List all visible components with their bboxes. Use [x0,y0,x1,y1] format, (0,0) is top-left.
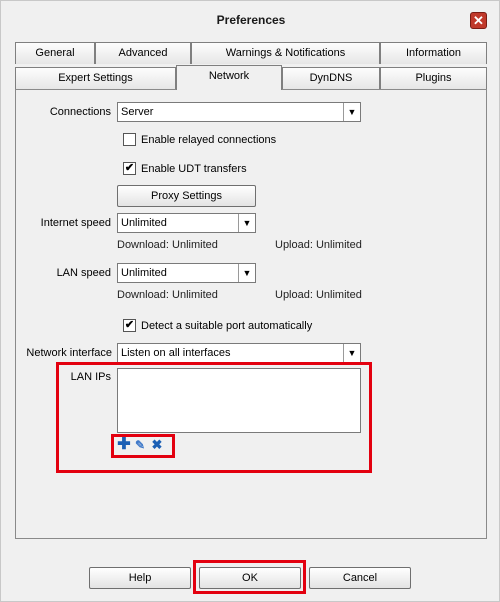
connections-value: Server [121,106,154,118]
network-interface-select[interactable] [117,343,361,363]
help-button[interactable]: Help [89,567,191,589]
internet-download-info: Download: Unlimited [117,239,218,251]
add-icon[interactable]: ✚ [117,436,131,453]
window-title: Preferences [216,13,286,27]
close-icon: ✕ [473,13,484,28]
internet-upload-info: Upload: Unlimited [275,239,362,251]
cancel-button[interactable]: Cancel [309,567,411,589]
close-button[interactable] [470,12,487,29]
tab-warnings-notifications[interactable]: Warnings & Notifications [191,42,380,64]
network-interface-value: Listen on all interfaces [121,347,231,359]
lan-upload-info: Upload: Unlimited [275,289,362,301]
edit-icon[interactable]: ✎ [134,438,146,452]
relayed-checkbox[interactable] [123,133,136,146]
internet-speed-value: Unlimited [121,217,167,229]
relayed-label: Enable relayed connections [141,134,277,146]
lan-ips-highlight [56,362,372,473]
tab-advanced[interactable]: Advanced [95,42,191,64]
connections-select[interactable] [117,102,361,122]
tab-general[interactable]: General [15,42,95,64]
chevron-down-icon: ▼ [238,264,255,282]
tab-information[interactable]: Information [380,42,487,64]
tab-dyndns[interactable]: DynDNS [282,67,380,89]
chevron-down-icon: ▼ [238,214,255,232]
lan-ips-actions-highlight [111,434,175,458]
remove-icon[interactable]: ✖ [151,437,163,452]
network-interface-label: Network interface [26,347,112,359]
connections-label: Connections [49,106,111,118]
lan-speed-label: LAN speed [56,267,111,279]
lan-speed-value: Unlimited [121,267,167,279]
proxy-settings-button[interactable]: Proxy Settings [117,185,256,207]
detect-port-checkbox[interactable]: ✔ [124,319,135,331]
lan-download-info: Download: Unlimited [117,289,218,301]
internet-speed-select[interactable] [117,213,256,233]
tab-network[interactable]: Network [176,65,282,90]
tab-plugins[interactable]: Plugins [380,67,487,89]
lan-ips-label: LAN IPs [70,371,111,383]
lan-speed-select[interactable] [117,263,256,283]
detect-port-label: Detect a suitable port automatically [141,320,313,332]
ok-highlight [193,560,306,594]
ok-button[interactable]: OK [199,567,301,589]
udt-label: Enable UDT transfers [141,163,247,175]
chevron-down-icon: ▼ [343,344,360,362]
tab-expert-settings[interactable]: Expert Settings [15,67,176,89]
chevron-down-icon: ▼ [343,103,360,121]
internet-speed-label: Internet speed [40,217,111,229]
udt-checkbox[interactable]: ✔ [124,162,135,174]
